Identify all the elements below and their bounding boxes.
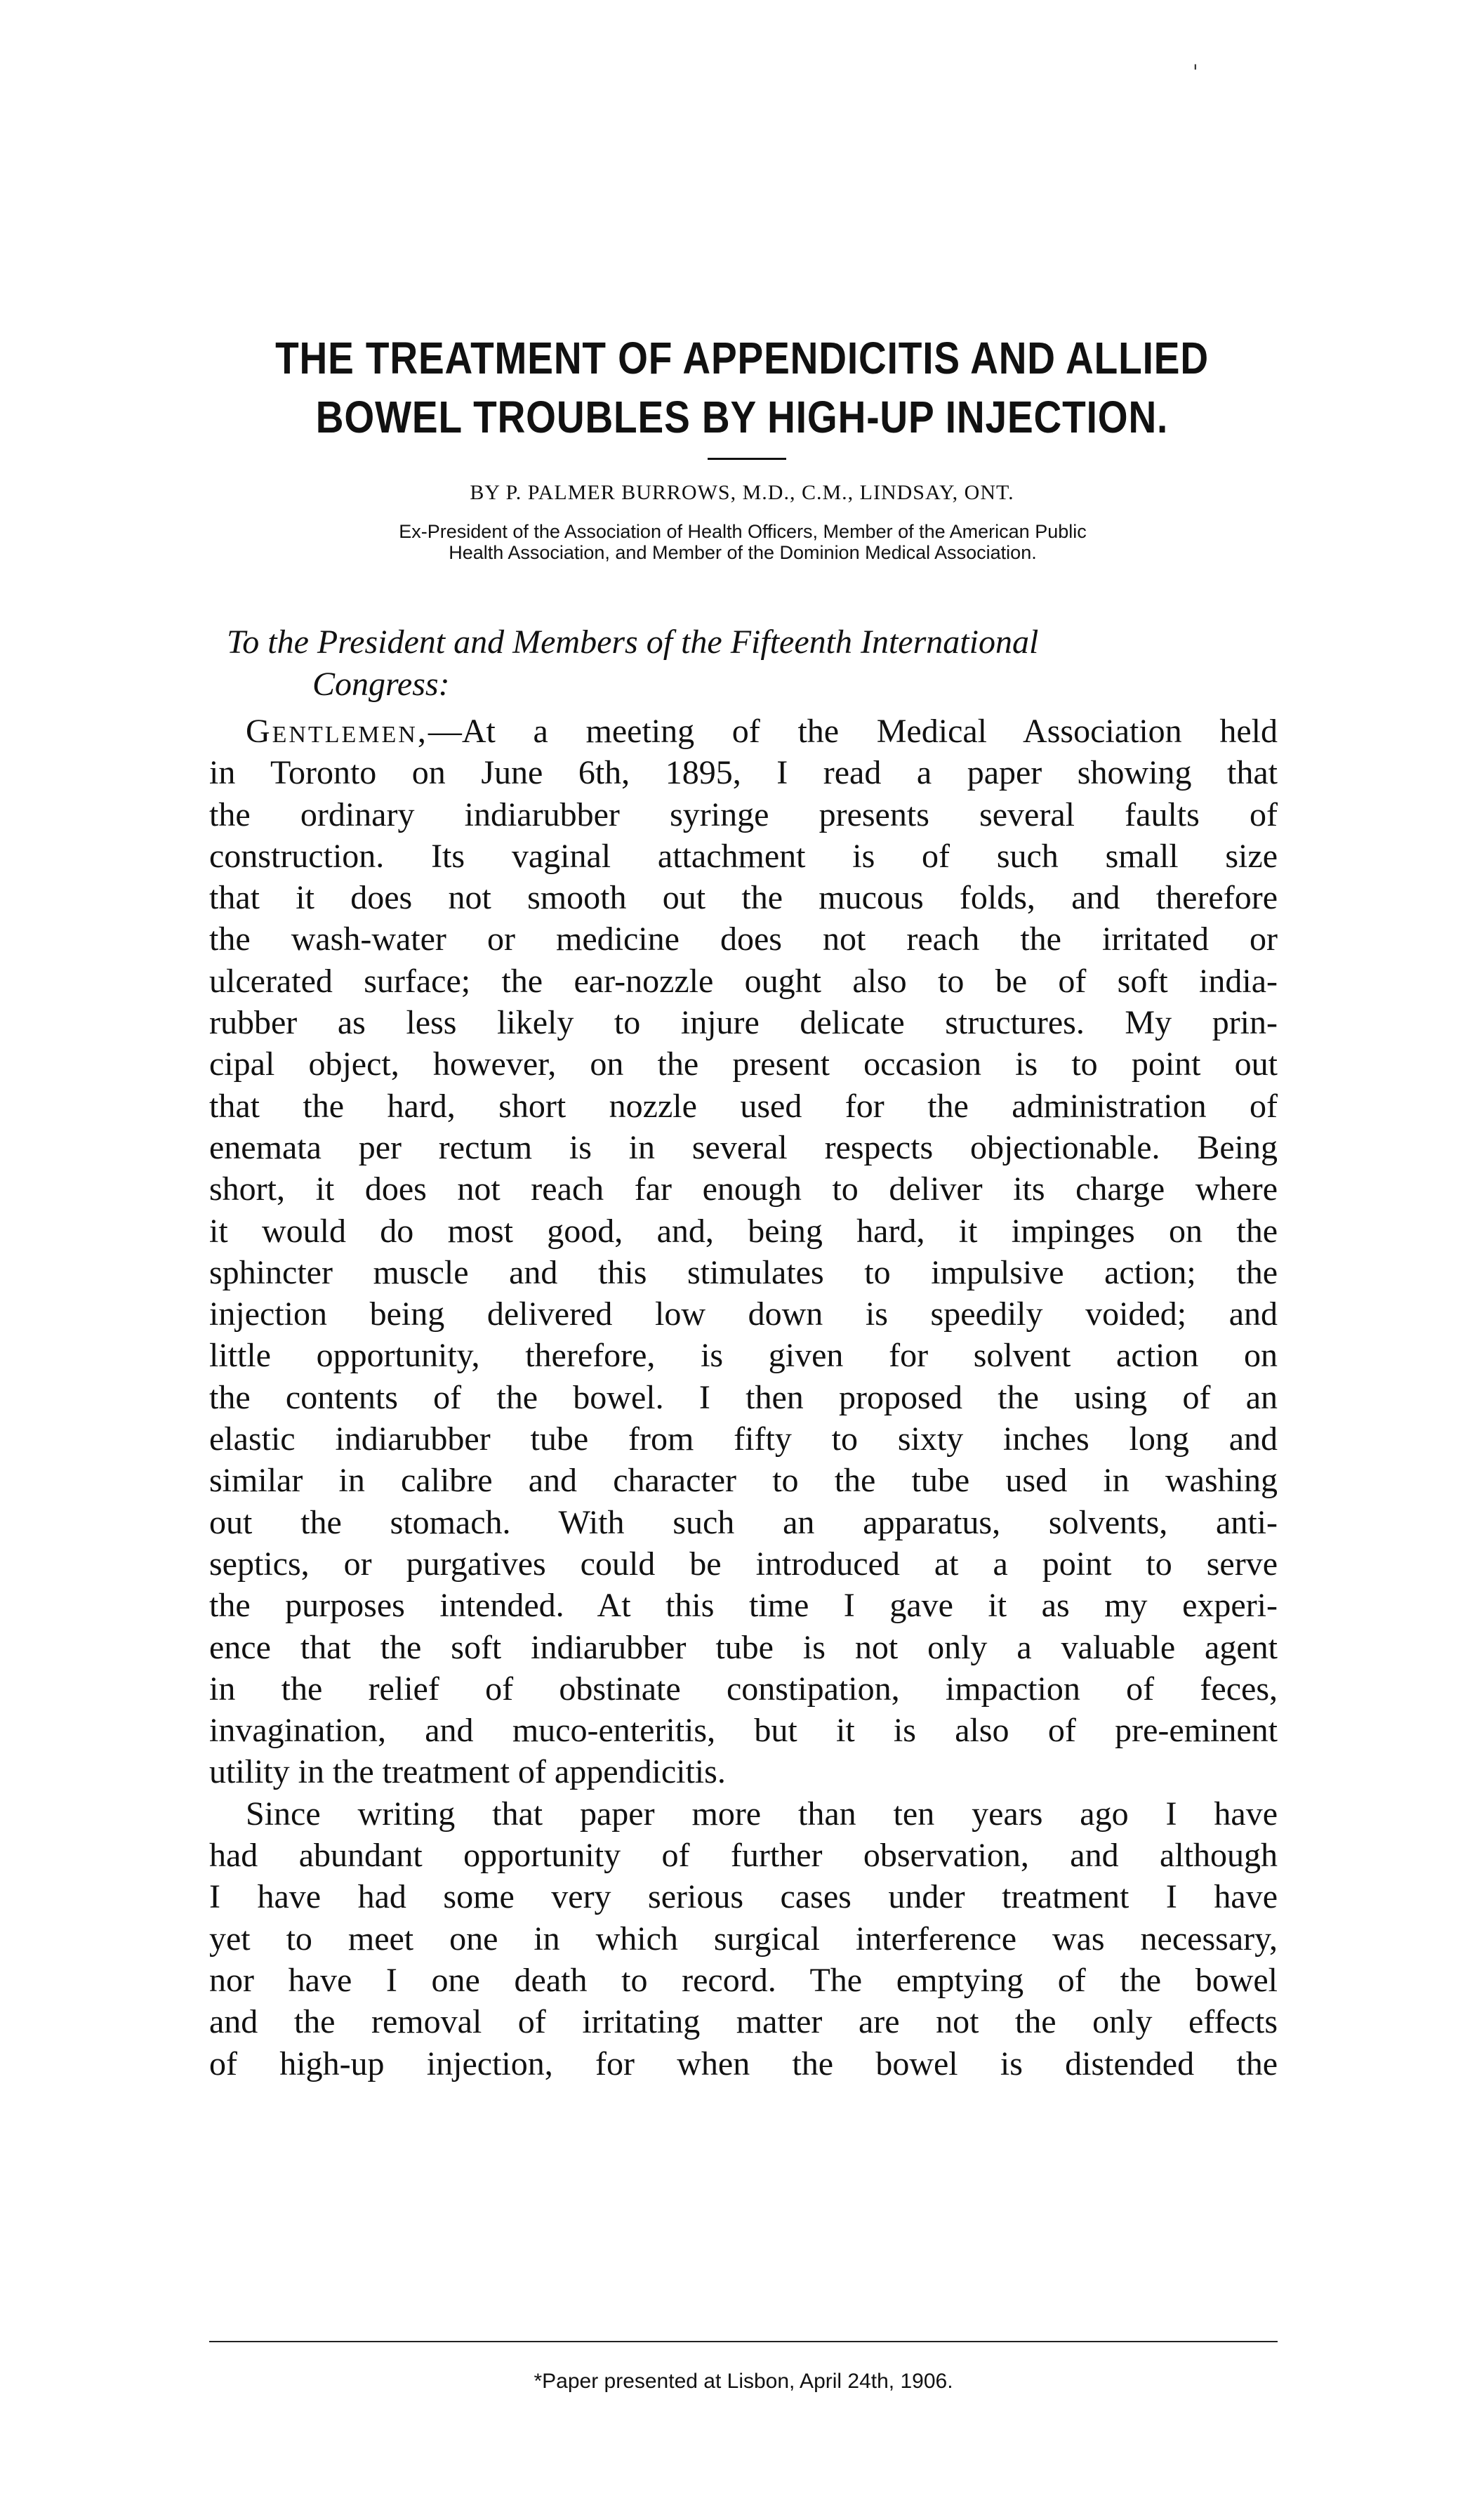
body-line: it would do most good, and, being hard, it impinges on the bbox=[209, 1212, 1278, 1250]
body-line: out the stomach. With such an apparatus, solvents, anti- bbox=[209, 1503, 1278, 1541]
body-line: septics, or purgatives could be introduced at a point to serve bbox=[209, 1545, 1278, 1583]
article-title-line-2: BOWEL TROUBLES BY HIGH-UP INJECTION. bbox=[315, 392, 1169, 442]
salutation-line-1: To the President and Members of the Fifteenth International bbox=[227, 623, 1039, 661]
footnote: *Paper presented at Lisbon, April 24th, 1906. bbox=[534, 2370, 953, 2393]
body-line: elastic indiarubber tube from fifty to sixty inches long and bbox=[209, 1420, 1278, 1458]
greeting: Gentlemen, bbox=[246, 713, 428, 750]
body-line: enemata per rectum is in several respects objectionable. Being bbox=[209, 1128, 1278, 1166]
body-line-1 bbox=[209, 711, 1278, 752]
author-affiliation bbox=[183, 521, 1303, 563]
affiliation-line-1: Ex-President of the Association of Health Officers, Member of the American Public bbox=[399, 521, 1087, 542]
body-line: nor have I one death to record. The emptying of the bowel bbox=[209, 1961, 1278, 1999]
body-line: yet to meet one in which surgical interference was necessary, bbox=[209, 1920, 1278, 1958]
affiliation-line-2: Health Association, and Member of the Dominion Medical Association. bbox=[449, 542, 1037, 563]
body-line: rubber as less likely to injure delicate structures. My prin- bbox=[209, 1004, 1278, 1042]
body-line: the contents of the bowel. I then proposed the using of an bbox=[209, 1378, 1278, 1416]
body-line: had abundant opportunity of further observation, and although bbox=[209, 1837, 1278, 1875]
corner-mark: ' bbox=[1193, 60, 1198, 84]
article-title-line-1: THE TREATMENT OF APPENDICITIS AND ALLIED bbox=[275, 333, 1209, 383]
body-line: that it does not smooth out the mucous folds, and therefore bbox=[209, 879, 1278, 917]
body-line-1-text: —At a meeting of the Medical Association held bbox=[428, 713, 1278, 750]
body-line: the purposes intended. At this time I gave it as my experi- bbox=[209, 1587, 1278, 1625]
body-line: of high-up injection, for when the bowel is distended the bbox=[209, 2045, 1278, 2082]
body-line: sphincter muscle and this stimulates to impulsive action; the bbox=[209, 1253, 1278, 1291]
body-line: the ordinary indiarubber syringe presents several faults of bbox=[209, 796, 1278, 833]
body-line: cipal object, however, on the present occasion is to point out bbox=[209, 1045, 1278, 1083]
body-line: the wash-water or medicine does not reach the irritated or bbox=[209, 920, 1278, 958]
article-title bbox=[255, 329, 1229, 447]
body-line: Since writing that paper more than ten years ago I have bbox=[246, 1795, 1278, 1833]
salutation-line-2: Congress: bbox=[312, 666, 450, 703]
body-line: and the removal of irritating matter are not the only effects bbox=[209, 2003, 1278, 2041]
body-line: similar in calibre and character to the tube used in washing bbox=[209, 1462, 1278, 1500]
body-line: little opportunity, therefore, is given for solvent action on bbox=[209, 1337, 1278, 1375]
body-line: utility in the treatment of appendicitis. bbox=[209, 1753, 726, 1791]
body-line: that the hard, short nozzle used for the administration of bbox=[209, 1087, 1278, 1125]
author-byline: BY P. PALMER BURROWS, M.D., C.M., LINDSAY, ONT. bbox=[470, 481, 1014, 504]
body-line: in the relief of obstinate constipation, impaction of feces, bbox=[209, 1670, 1278, 1708]
title-divider bbox=[708, 458, 786, 460]
body-line: injection being delivered low down is speedily voided; and bbox=[209, 1295, 1278, 1333]
footnote-divider bbox=[209, 2341, 1278, 2342]
body-line: in Toronto on June 6th, 1895, I read a paper showing that bbox=[209, 754, 1278, 792]
salutation bbox=[227, 621, 1322, 706]
body-line: short, it does not reach far enough to deliver its charge where bbox=[209, 1170, 1278, 1208]
body-line: construction. Its vaginal attachment is of such small size bbox=[209, 837, 1278, 875]
body-line: ulcerated surface; the ear-nozzle ought also to be of soft india- bbox=[209, 962, 1278, 1000]
body-line: I have had some very serious cases under treatment I have bbox=[209, 1878, 1278, 1916]
body-line: invagination, and muco-enteritis, but it is also of pre-eminent bbox=[209, 1712, 1278, 1750]
body-line: ence that the soft indiarubber tube is not only a valuable agent bbox=[209, 1628, 1278, 1666]
article-body bbox=[209, 711, 1278, 2085]
